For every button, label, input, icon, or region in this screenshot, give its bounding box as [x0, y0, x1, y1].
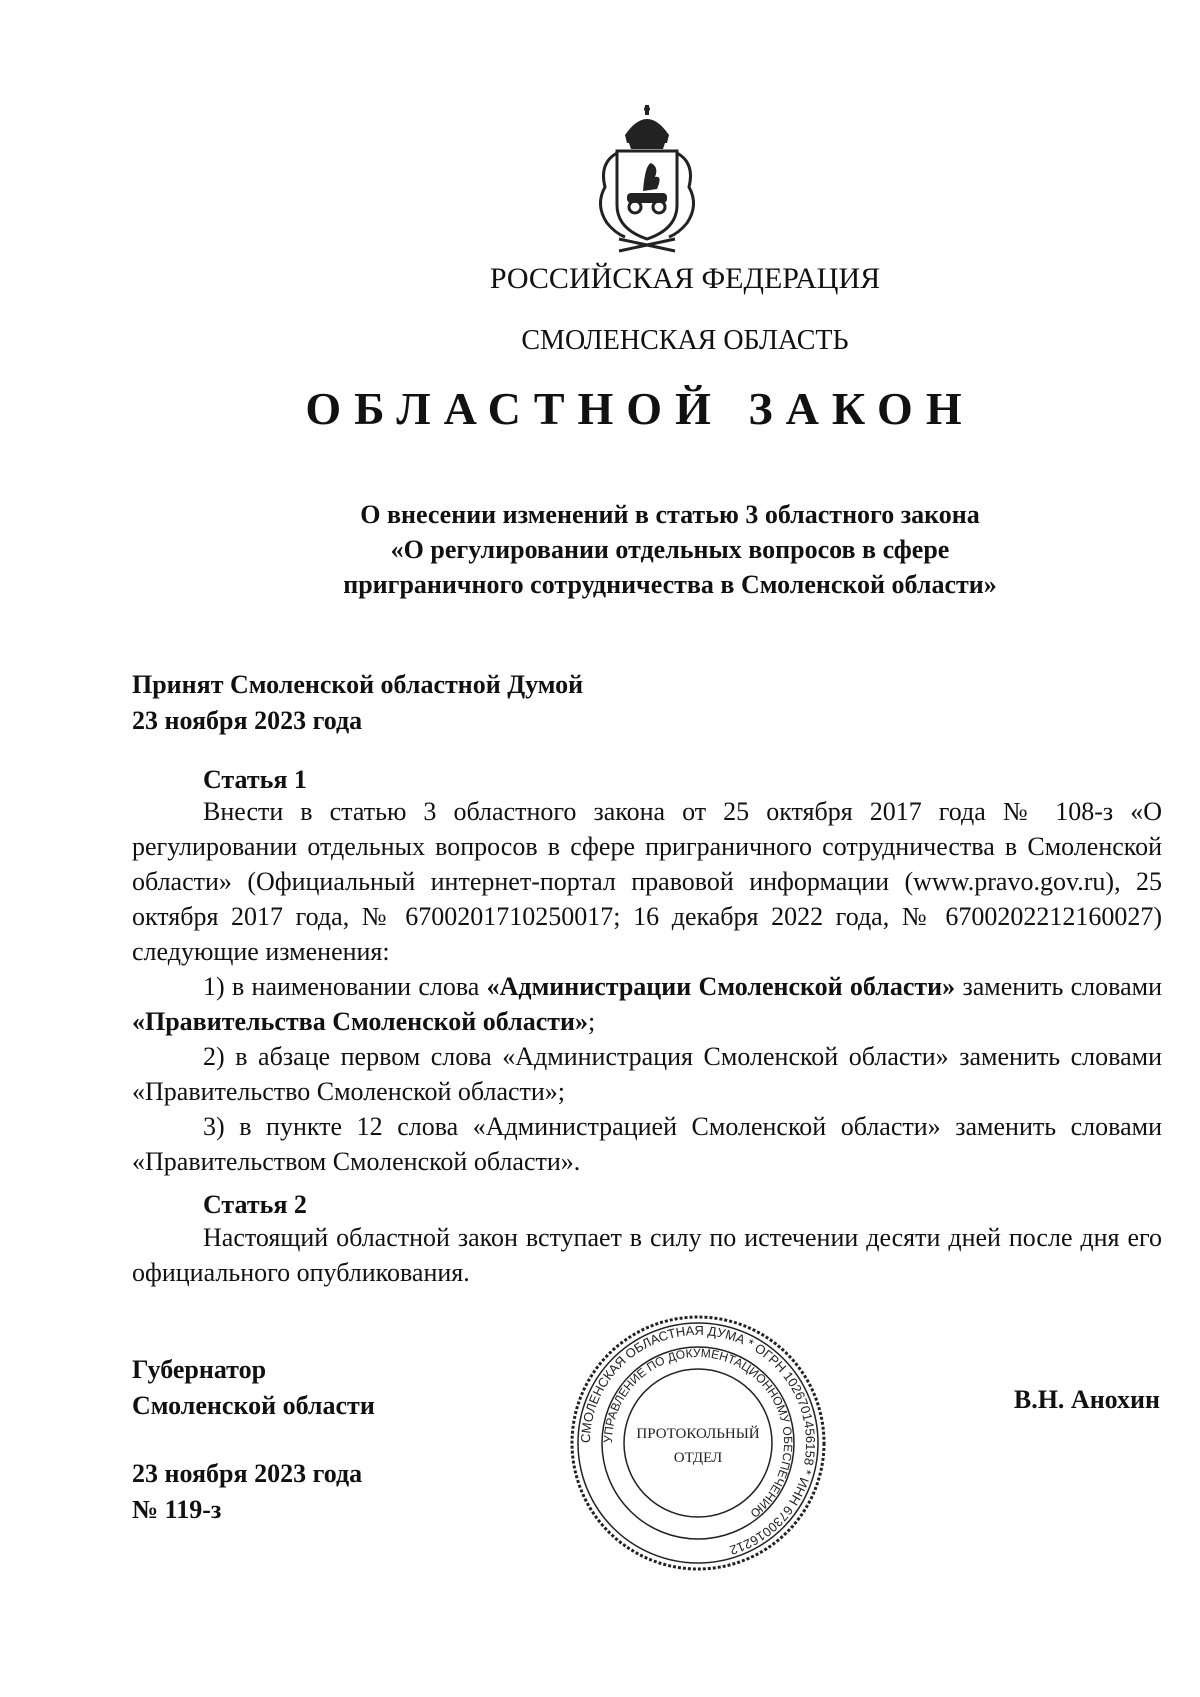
signatory-name: В.Н. Анохин: [1013, 1385, 1160, 1414]
country-heading: РОССИЙСКАЯ ФЕДЕРАЦИЯ: [489, 262, 881, 295]
law-date-number: [132, 1456, 362, 1528]
document-type-heading: ОБЛАСТНОЙ ЗАКОН: [305, 383, 975, 434]
law-title-line: «О регулировании отдельных вопросов в сфере: [390, 535, 950, 564]
region-heading: СМОЛЕНСКАЯ ОБЛАСТЬ: [521, 325, 849, 356]
law-title-line: приграничного сотрудничества в Смоленской области»: [343, 570, 997, 599]
law-title: [290, 497, 1050, 602]
adoption-date: 23 ноября 2023 года: [132, 706, 363, 735]
adoption-body: Принят Смоленской областной Думой: [132, 670, 584, 699]
stamp-center-line: ОТДЕЛ: [673, 1450, 723, 1466]
round-seal-stamp-icon: [567, 1312, 829, 1574]
article-1-item-3: 3) в пункте 12 слова «Администрацией Смоленской области» заменить словами «Правительством Смоленской области».: [132, 1112, 1162, 1176]
law-signing-date: 23 ноября 2023 года: [132, 1459, 363, 1488]
adoption-note: [132, 667, 583, 739]
signatory-position-line: Губернатор: [132, 1355, 267, 1384]
law-number: № 119-з: [132, 1495, 222, 1524]
article-2-text: [132, 1220, 1162, 1290]
article-2-paragraph: Настоящий областной закон вступает в силу по истечении десяти дней после дня его официального опубликования.: [132, 1223, 1162, 1287]
article-1-item-1: 1) в наименовании слова «Администрации Смоленской области» заменить словами «Правительства Смоленской области»;: [132, 972, 1162, 1036]
article-2-heading: Статья 2: [203, 1190, 307, 1219]
article-1-item-2: 2) в абзаце первом слова «Администрация Смоленской области» заменить словами «Правительство Смоленской области»;: [132, 1042, 1162, 1106]
law-title-line: О внесении изменений в статью 3 областного закона: [360, 500, 980, 529]
article-1-intro: Внести в статью 3 областного закона от 25 октября 2017 года № 108-з «О регулировании отдельных вопросов в сфере приграничного сотрудничества в Смоленской области» (Официальный интернет-портал правовой информации (www.pravo.gov.ru), 25 октября 2017 года, № 6700201710250017; 16 декабря 2022 года, № 6700202212160027) следующие изменения:: [132, 797, 1162, 966]
stamp-outer-text: СМОЛЕНСКАЯ ОБЛАСТНАЯ ДУМА * ОГРН 1026701456158 * ИНН 6730016212: [577, 1322, 819, 1558]
signatory-position: [132, 1352, 375, 1424]
article-1-text: [132, 794, 1162, 1179]
article-1-heading: Статья 1: [203, 765, 307, 794]
smolensk-coat-of-arms-icon: [585, 105, 709, 253]
stamp-inner-text: УПРАВЛЕНИЕ ПО ДОКУМЕНТАЦИОННОМУ ОБЕСПЕЧЕНИЮ: [600, 1345, 796, 1521]
signatory-position-line: Смоленской области: [132, 1391, 375, 1420]
stamp-center-line: ПРОТОКОЛЬНЫЙ: [636, 1426, 760, 1442]
